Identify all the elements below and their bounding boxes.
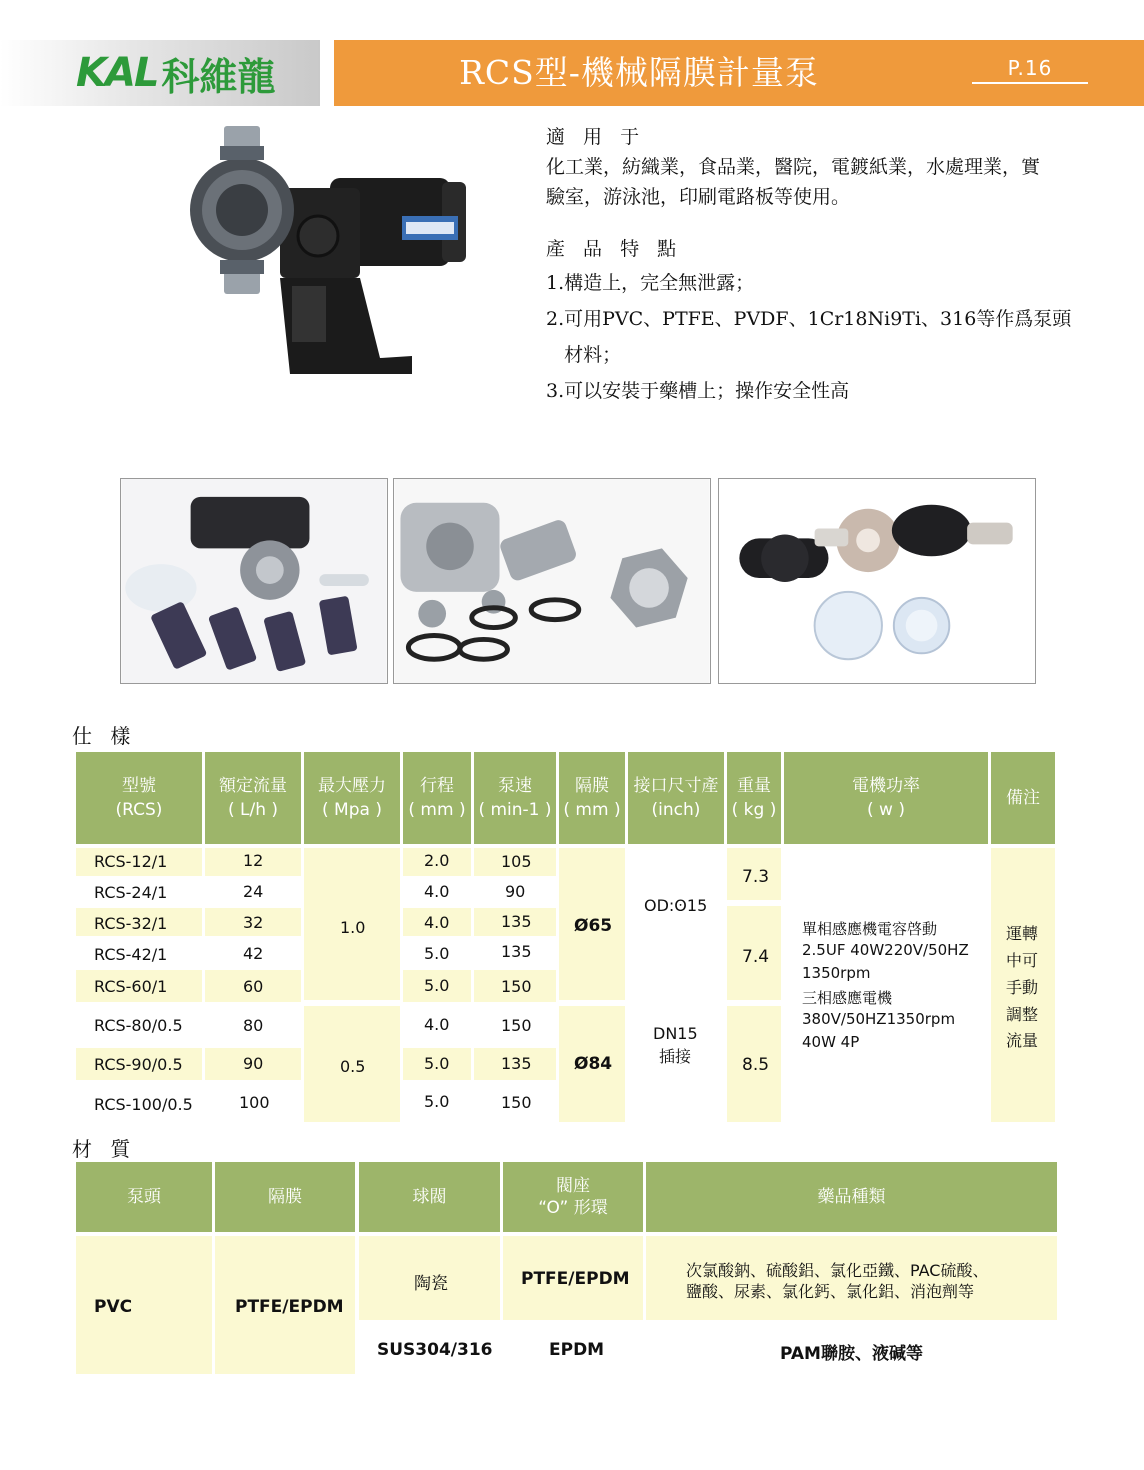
chemicals-2-text: PAM聯胺、液碱等 bbox=[780, 1344, 923, 1364]
motor-line: 2.5UF 40W220V/50HZ bbox=[802, 941, 969, 959]
stroke-cell: 5.0 bbox=[424, 1092, 450, 1111]
header-text: 重量 bbox=[737, 776, 771, 796]
spec-header-remark bbox=[991, 752, 1055, 844]
spec-header-speed bbox=[474, 752, 556, 844]
speed-cell: 150 bbox=[501, 1016, 532, 1035]
pump-head-material: PVC bbox=[94, 1297, 133, 1317]
diaphragm-material: PTFE/EPDM bbox=[235, 1297, 344, 1317]
motor-line: 1350rpm bbox=[802, 964, 871, 982]
accessories-photo bbox=[120, 478, 388, 684]
header-text: 閥座 bbox=[556, 1176, 590, 1196]
header-text: 額定流量 bbox=[219, 776, 287, 796]
diaphragm-cell: Ø65 bbox=[574, 916, 613, 936]
speed-cell: 135 bbox=[501, 1054, 532, 1073]
spec-header-diaphragm bbox=[559, 752, 625, 844]
motor-line: 40W 4P bbox=[802, 1033, 860, 1051]
header-subtext: ( L/h ) bbox=[227, 800, 279, 820]
spec-header-flow bbox=[205, 752, 301, 844]
applies-heading: 適 用 于 bbox=[546, 126, 646, 148]
header-text: 藥品種類 bbox=[817, 1187, 886, 1207]
model-cell: RCS-24/1 bbox=[94, 883, 168, 902]
model-cell: RCS-90/0.5 bbox=[94, 1055, 183, 1074]
applies-line-1: 化工業，紡織業，食品業，醫院，電鍍紙業，水處理業，實 bbox=[546, 156, 1041, 178]
speed-cell: 135 bbox=[501, 912, 532, 931]
material-header-chemicals bbox=[646, 1162, 1057, 1232]
port-cell: OD:ʘ15 bbox=[644, 896, 708, 915]
model-cell: RCS-32/1 bbox=[94, 914, 168, 933]
header-subtext: (RCS) bbox=[115, 800, 163, 820]
speed-cell: 150 bbox=[501, 1093, 532, 1112]
header-text: 隔膜 bbox=[268, 1187, 302, 1207]
feature-3: 3.可以安裝于藥槽上；操作安全性高 bbox=[546, 380, 850, 402]
spec-header-stroke bbox=[403, 752, 471, 844]
model-cell: RCS-42/1 bbox=[94, 945, 168, 964]
feature-1: 1.構造上，完全無泄露； bbox=[546, 272, 755, 294]
model-cell: RCS-12/1 bbox=[94, 852, 168, 871]
applies-line-2: 驗室，游泳池，印刷電路板等使用。 bbox=[546, 186, 851, 208]
pump-head-parts-photo bbox=[718, 478, 1036, 684]
feature-2-cont: 材料； bbox=[546, 344, 622, 366]
header-subtext: ( Mpa ) bbox=[322, 800, 382, 820]
port-cell: 插接 bbox=[659, 1047, 692, 1066]
header-subtext: (inch) bbox=[651, 800, 701, 820]
stroke-cell: 4.0 bbox=[424, 882, 450, 901]
company-logo bbox=[76, 48, 275, 98]
model-cell: RCS-60/1 bbox=[94, 977, 168, 996]
header-text: 電機功率 bbox=[852, 776, 920, 796]
motor-line: 380V/50HZ1350rpm bbox=[802, 1010, 956, 1028]
speed-cell: 150 bbox=[501, 977, 532, 996]
spec-header-port bbox=[628, 752, 724, 844]
port-cell: DN15 bbox=[653, 1024, 698, 1043]
seat-material-2: EPDM bbox=[549, 1340, 605, 1360]
flow-cell: 60 bbox=[243, 977, 264, 996]
logo-text: 科維龍 bbox=[161, 54, 276, 99]
stroke-cell: 5.0 bbox=[424, 1054, 450, 1073]
header-subtext: ( kg ) bbox=[731, 800, 777, 820]
seat-material-1: PTFE/EPDM bbox=[521, 1269, 630, 1289]
flow-cell: 90 bbox=[243, 1054, 264, 1073]
stroke-cell: 4.0 bbox=[424, 913, 450, 932]
flow-cell: 24 bbox=[243, 882, 264, 901]
page-title: RCS型-機械隔膜計量泵 bbox=[459, 53, 819, 92]
stainless-parts-photo bbox=[393, 478, 711, 684]
material-header-ball bbox=[359, 1162, 500, 1232]
pump-product-image bbox=[180, 118, 480, 388]
chemicals-1-line-2: 鹽酸、尿素、氯化鈣、氯化鋁、消泡劑等 bbox=[686, 1282, 975, 1301]
model-cell: RCS-80/0.5 bbox=[94, 1016, 183, 1035]
logo-mark: KAL bbox=[76, 50, 158, 96]
model-cell: RCS-100/0.5 bbox=[94, 1095, 193, 1114]
header-text: 泵頭 bbox=[127, 1187, 161, 1207]
speed-cell: 90 bbox=[505, 882, 526, 901]
chemicals-1-line-1: 次氯酸鈉、硫酸鋁、氯化亞鐵、PAC硫酸、 bbox=[686, 1261, 989, 1280]
pressure-cell: 1.0 bbox=[340, 918, 366, 937]
remark-line: 運轉 bbox=[1006, 924, 1039, 943]
flow-cell: 32 bbox=[243, 913, 264, 932]
header-text: 泵速 bbox=[498, 776, 532, 796]
header-text: 隔膜 bbox=[575, 776, 609, 796]
diaphragm-cell: Ø84 bbox=[574, 1054, 613, 1074]
header-text: 備注 bbox=[1006, 788, 1040, 808]
header-subtext: ( min-1 ) bbox=[478, 800, 552, 820]
page-number: P.16 bbox=[972, 56, 1088, 84]
material-header-seat bbox=[503, 1162, 643, 1232]
header-subtext: ( mm ) bbox=[408, 800, 466, 820]
spec-section-label: 仕 樣 bbox=[72, 724, 137, 748]
header-text: 球閥 bbox=[412, 1187, 447, 1207]
pressure-cell: 0.5 bbox=[340, 1057, 366, 1076]
ball-material-2: SUS304/316 bbox=[377, 1340, 493, 1360]
speed-cell: 135 bbox=[501, 942, 532, 961]
motor-line: 三相感應電機 bbox=[802, 989, 893, 1007]
header-text: 接口尺寸產 bbox=[633, 776, 719, 796]
remark-line: 中可 bbox=[1006, 951, 1039, 970]
remark-line: 調整 bbox=[1006, 1005, 1039, 1024]
stroke-cell: 2.0 bbox=[424, 851, 450, 870]
material-header-pump-head bbox=[76, 1162, 212, 1232]
flow-cell: 100 bbox=[239, 1093, 270, 1112]
header-text: 型號 bbox=[122, 776, 156, 796]
material-section-label: 材 質 bbox=[72, 1137, 137, 1161]
chemicals-2 bbox=[780, 1339, 923, 1364]
stroke-cell: 5.0 bbox=[424, 976, 450, 995]
header-subtext: ( mm ) bbox=[563, 800, 621, 820]
spec-header-model bbox=[76, 752, 202, 844]
weight-cell: 7.3 bbox=[742, 867, 770, 887]
weight-cell: 7.4 bbox=[742, 947, 770, 967]
motor-line: 單相感應機電容啓動 bbox=[802, 920, 938, 938]
features-heading: 產 品 特 點 bbox=[546, 238, 683, 260]
header-subtext: “O” 形環 bbox=[538, 1198, 608, 1218]
header-text: 行程 bbox=[420, 776, 454, 796]
stroke-cell: 4.0 bbox=[424, 1015, 450, 1034]
flow-cell: 80 bbox=[243, 1016, 264, 1035]
ball-material-1: 陶瓷 bbox=[414, 1274, 448, 1294]
speed-cell: 105 bbox=[501, 852, 532, 871]
stroke-cell: 5.0 bbox=[424, 944, 450, 963]
flow-cell: 12 bbox=[243, 851, 264, 870]
spec-header-motor bbox=[784, 752, 988, 844]
weight-cell: 8.5 bbox=[742, 1055, 770, 1075]
spec-header-weight bbox=[727, 752, 781, 844]
feature-2: 2.可用PVC、PTFE、PVDF、1Cr18Ni9Ti、316等作爲泵頭 bbox=[546, 308, 1072, 330]
header-text: 最大壓力 bbox=[318, 776, 386, 796]
spec-header-pressure bbox=[304, 752, 400, 844]
remark-line: 流量 bbox=[1006, 1031, 1039, 1050]
material-header-diaphragm bbox=[215, 1162, 355, 1232]
header-subtext: ( w ) bbox=[867, 800, 905, 820]
remark-line: 手動 bbox=[1006, 978, 1039, 997]
flow-cell: 42 bbox=[243, 944, 264, 963]
